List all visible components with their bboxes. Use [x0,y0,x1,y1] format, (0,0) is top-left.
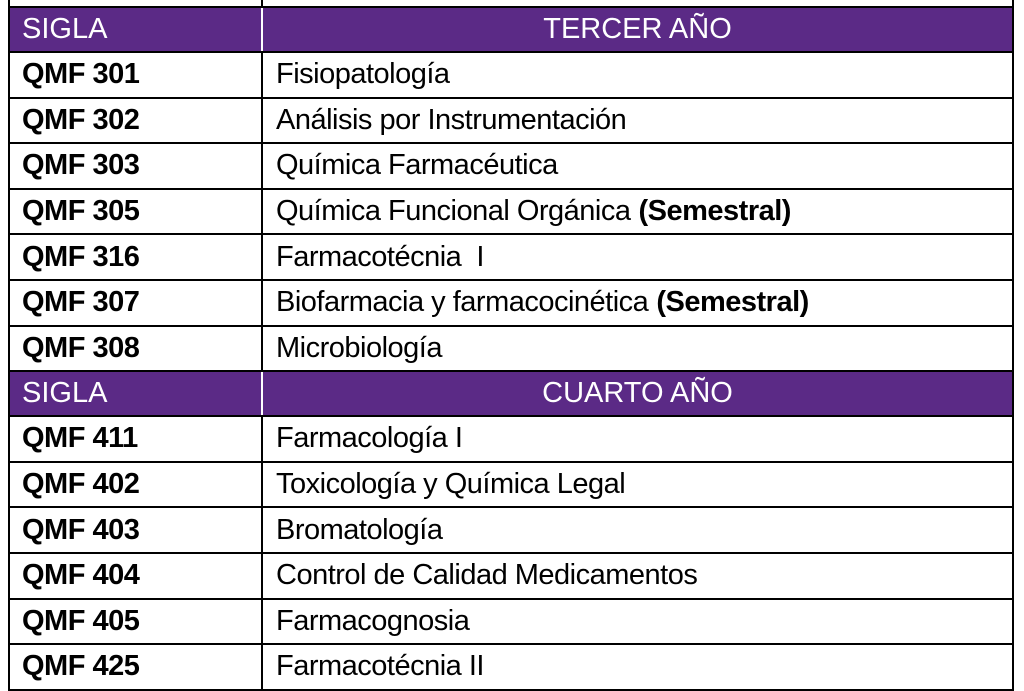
course-code: QMF 305 [10,190,263,234]
course-code: QMF 307 [10,281,263,325]
course-code: QMF 301 [10,53,263,97]
course-code: QMF 316 [10,235,263,279]
course-name [263,327,1012,371]
course-name-text: Análisis por Instrumentación [276,103,627,136]
course-name-text: Farmacología I [276,422,463,455]
curriculum-table [8,0,1014,691]
code-cell [10,0,263,6]
table-row [10,281,1012,327]
course-name-text: Farmacognosia [276,604,470,637]
table-row [10,463,1012,509]
course-name [263,463,1012,507]
table-row [10,235,1012,281]
course-name-text: Fisiopatología [276,58,450,91]
course-name [263,281,1012,325]
table-row [10,508,1012,554]
course-code: QMF 425 [10,645,263,689]
course-duration-note: (Semestral) [638,195,791,228]
course-code: QMF 302 [10,99,263,143]
table-row [10,645,1012,691]
table-row [10,190,1012,236]
course-name-text: Bromatología [276,513,443,546]
course-duration-note: (Semestral) [656,286,809,319]
header-code-label: SIGLA [10,8,263,51]
table-row [10,99,1012,145]
section-header-cuarto [10,372,1012,417]
course-name [263,645,1012,689]
course-name-text: Toxicología y Química Legal [276,468,626,501]
course-code: QMF 405 [10,600,263,644]
table-row-partial [10,0,1012,8]
course-code: QMF 404 [10,554,263,598]
course-name-text: Farmacotécnia II [276,650,484,683]
course-name-text: Microbiología [276,331,442,364]
course-name [263,508,1012,552]
course-code: QMF 303 [10,144,263,188]
table-row [10,417,1012,463]
course-name [263,99,1012,143]
table-row [10,144,1012,190]
course-name [263,53,1012,97]
course-name-text: Control de Calidad Medicamentos [276,559,698,592]
name-cell [263,0,1012,6]
course-name-text: Química Funcional Orgánica [276,195,631,228]
course-name [263,417,1012,461]
table-row [10,554,1012,600]
course-code: QMF 402 [10,463,263,507]
course-code: QMF 411 [10,417,263,461]
course-name-text: Biofarmacia y farmacocinética [276,286,649,319]
header-code-label: SIGLA [10,372,263,415]
course-name [263,144,1012,188]
table-row [10,53,1012,99]
table-row [10,600,1012,646]
header-year-title: TERCER AÑO [543,13,732,45]
course-code: QMF 308 [10,327,263,371]
section-header-tercer [10,8,1012,53]
course-name-text: Química Farmacéutica [276,149,558,182]
course-name-text: Farmacotécnia I [276,240,484,273]
table-row [10,327,1012,373]
header-year-title: CUARTO AÑO [542,377,733,410]
course-name [263,600,1012,644]
course-name [263,190,1012,234]
course-code: QMF 403 [10,508,263,552]
course-name [263,554,1012,598]
course-name [263,235,1012,279]
